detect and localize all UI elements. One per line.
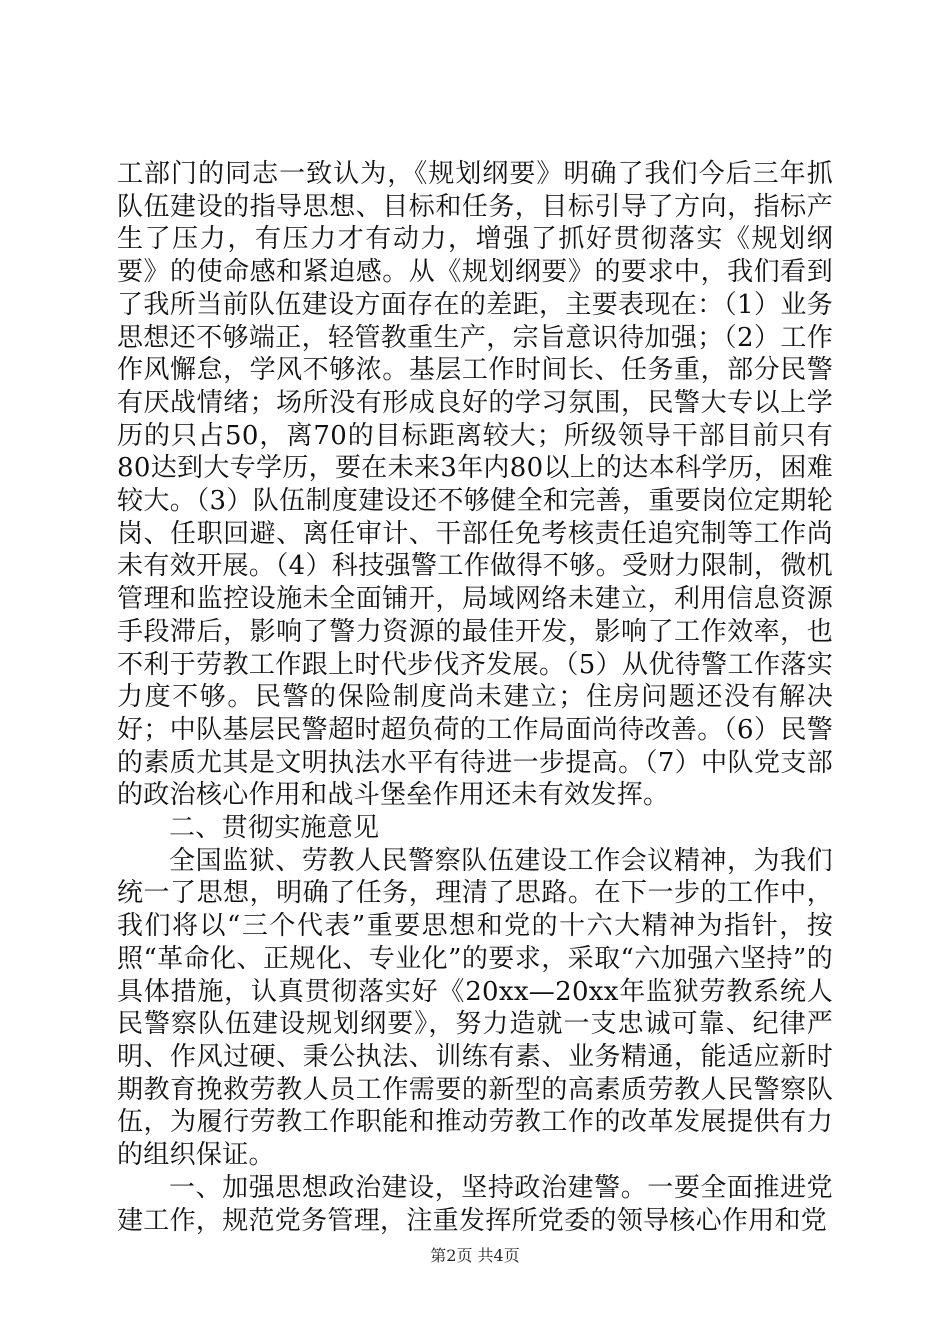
paragraph-continuation: 工部门的同志一致认为，《规划纲要》明确了我们今后三年抓队伍建设的指导思想、目标和任务，目标引导了方向，指标产生了压力，有压力才有动力，增强了抓好贯彻落实《规划纲要》的使命感和紧迫感。从《规划纲要》的要求中，我们看到了我所当前队伍建设方面存在的差距，主要表现在：（1）业务思想还不够端正，轻管教重生产，宗旨意识待加强；（2）工作作风懈怠，学风不够浓。基层工作时间长、任务重，部分民警有厌战情绪；场所没有形成良好的学习氛围，民警大专以上学历的只占50，离70的目标距离较大；所级领导干部目前只有80达到大专学历，要在未来3年内80以上的达本科学历，困难较大。（3）队伍制度建设还不够健全和完善，重要岗位定期轮岗、任职回避、离任审计、干部任免考核责任追究制等工作尚未有效开展。（4）科技强警工作做得不够。受财力限制，微机管理和监控设施未全面铺开，局域网络未建立，利用信息资源手段滞后，影响了警力资源的最佳开发，影响了工作效率，也不利于劳教工作跟上时代步伐齐发展。（5）从优待警工作落实力度不够。民警的保险制度尚未建立；住房问题还没有解决好；中队基层民警超时超负荷的工作局面尚待改善。（6）民警的素质尤其是文明执法水平有待进一步提高。（7）中队党支部的政治核心作用和战斗堡垒作用还未有效发挥。 — [117, 159, 833, 811]
page-number-footer: 第2页 共4页 — [430, 1246, 520, 1265]
section-heading-implementation: 二、贯彻实施意见 — [169, 813, 380, 844]
paragraph-political-building: 一、加强思想政治建设，坚持政治建警。一要全面推进党建工作，规范党务管理，注重发挥所党委的领导核心作用和党 — [117, 1172, 833, 1236]
document-body — [117, 158, 833, 1237]
paragraph-implementation: 全国监狱、劳教人民警察队伍建设工作会议精神，为我们统一了思想，明确了任务，理清了思路。在下一步的工作中，我们将以“三个代表”重要思想和党的十六大精神为指针，按照“革命化、正规化、专业化”的要求，采取“六加强六坚持”的具体措施，认真贯彻落实好《20xx—20xx年监狱劳教系统人民警察队伍建设规划纲要》，努力造就一支忠诚可靠、纪律严明、作风过硬、秉公执法、训练有素、业务精通，能适应新时期教育挽救劳教人员工作需要的新型的高素质劳教人民警察队伍，为履行劳教工作职能和推动劳教工作的改革发展提供有力的组织保证。 — [117, 845, 833, 1171]
